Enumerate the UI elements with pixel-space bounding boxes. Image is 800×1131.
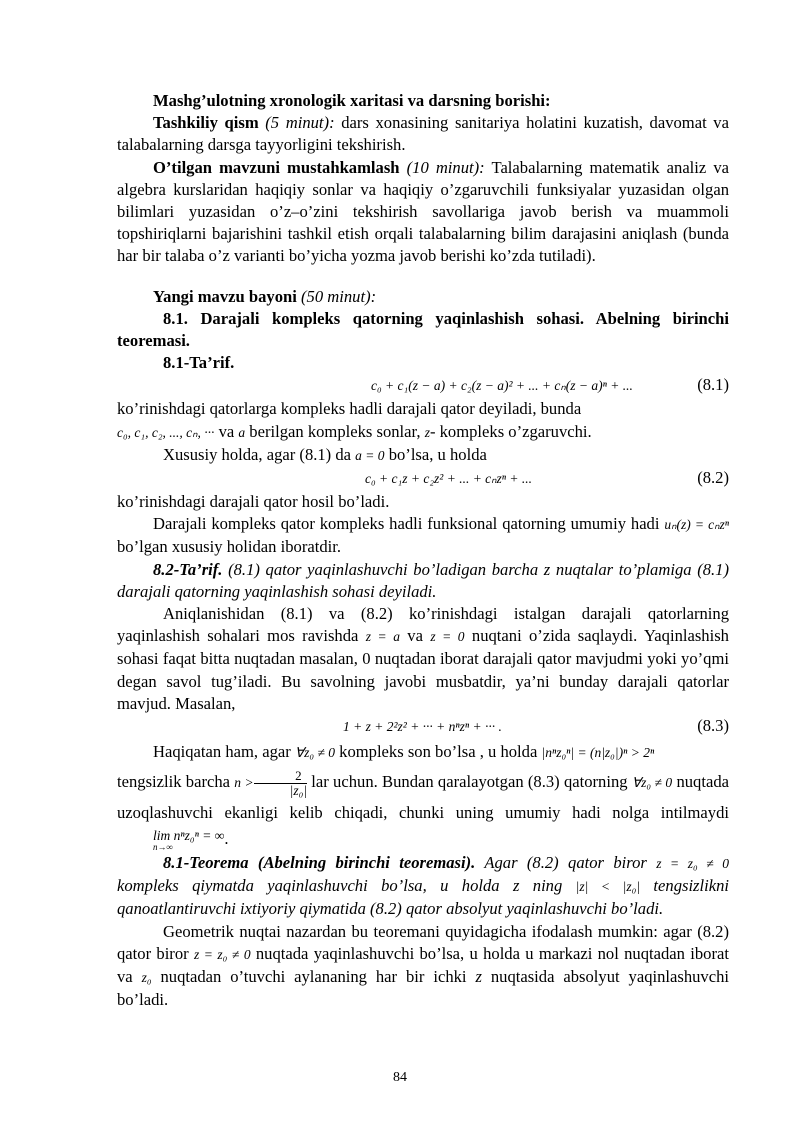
fraction-2-over-z0 xyxy=(254,769,307,798)
z-equals-a: z = a xyxy=(365,629,400,645)
page-number: 84 xyxy=(393,1070,407,1085)
section-heading: Mashg’ulotning xronologik xaritasi va darsning borishi: xyxy=(153,91,551,110)
coefficients-symbol: c₀, c₁, c₂, ..., cₙ, ··· xyxy=(117,424,215,440)
paragraph-region xyxy=(117,603,729,715)
formula-8-1-row xyxy=(117,374,729,398)
formula-8-1-number: (8.1) xyxy=(697,375,729,395)
limit-subscript: n→∞ xyxy=(153,841,173,852)
z-equals-zero: z = 0 xyxy=(430,629,465,645)
theorem-title: 8.1-Teorema (Abelning birinchi teoremasi). xyxy=(163,853,476,873)
spacer xyxy=(117,268,729,286)
general-text-part: Darajali kompleks qator kompleks hadli funksional qatorning umumiy hadi xyxy=(153,514,660,534)
special-case-after: ko’rinishdagi darajali qator hosil bo’ladi. xyxy=(117,492,390,512)
theorem-condition: z = z₀ ≠ 0 xyxy=(656,856,729,872)
text-review: Talabalarning matematik analiz va algebra kurslaridan haqiqiy sonlar va haqiqiy o’zgaruvchili funksiyalar yuzasidan olgan bilimlari yuzasidan o’z–o’zini tekshirish savollariga javob berish va muammoli topshiriqlarni bajarishini tashkil etish orqali talabalarning bilim darajasini aniqlash (bunda har bir talaba o’z varianti bo’yicha yozma javob berishi ko’zda tutiladi). xyxy=(117,157,730,266)
definition-1-text-part: - kompleks o’zgaruvchi. xyxy=(429,421,592,441)
formula-8-1: c₀ + c₁(z − a) + c₂(z − a)² + ... + cₙ(z − a)ⁿ + ... xyxy=(371,378,633,394)
special-text-part: Xususiy holda, agar (8.1) da xyxy=(163,444,356,464)
formula-8-3: 1 + z + 2²z² + ··· + nⁿzⁿ + ··· . xyxy=(343,719,502,735)
fraction-denominator: |z₀| xyxy=(289,782,308,798)
time-organizational: (5 minut): xyxy=(265,113,335,133)
definition-1-text xyxy=(117,398,729,443)
definition-2-title: 8.2-Ta’rif. xyxy=(153,559,223,579)
region-text-part: va xyxy=(399,626,431,646)
n-greater: n > xyxy=(234,774,254,790)
geometric-text-part: Geometrik nuqtai nazardan bu teoremani quyidagicha ifodalash mumkin: agar (8.2) qator biror xyxy=(117,921,729,963)
paragraph-organizational xyxy=(117,112,729,156)
label-new-topic: Yangi mavzu bayoni xyxy=(153,286,297,306)
general-text-part: bo’lgan xususiy holidan iboratdir. xyxy=(117,537,341,557)
proof-text-part: tengsizlik barcha xyxy=(117,771,235,791)
fraction-numerator: 2 xyxy=(254,769,307,784)
limit-formula: lim nⁿz₀ⁿ = ∞ xyxy=(153,827,225,843)
z0-nonzero-condition-2: ∀z₀ ≠ 0 xyxy=(631,774,673,790)
region-text-part: nuqtani o’zida saqlaydi. Yaqinlashish sohasi faqat bitta nuqtadan masalan, 0 nuqtadan iborat darajali qator mavjudmi yoki yo’qmi degan savol tug’iladi. Bu savolning javobi musbatdir, ya’ni bunday darajali qatorlar mavjud. Masalan, xyxy=(117,626,729,713)
paragraph-new-topic xyxy=(117,286,729,308)
proof-text-part: Haqiqatan ham, agar xyxy=(153,742,295,762)
theorem-inequality: |z| < |z₀| xyxy=(575,879,641,895)
formula-8-2-number: (8.2) xyxy=(697,468,729,488)
theorem-text-part: Agar (8.2) qator biror xyxy=(475,853,647,873)
label-organizational: Tashkiliy qism xyxy=(153,113,259,133)
theorem-text-part: tengsizlikni qanoatlantiruvchi ixtiyoriy qiymatida (8.2) qator absolyut yaqinlashuvchi bo’ladi. xyxy=(117,876,730,919)
z-symbol: z xyxy=(424,424,430,440)
paragraph-proof xyxy=(117,739,729,852)
formula-8-3-row xyxy=(117,715,729,739)
formula-8-2: c₀ + c₁z + c₂z² + ... + cₙzⁿ + ... xyxy=(365,471,533,487)
definition-1-text-part: ko’rinishdagi qatorlarga kompleks hadli darajali qator deyiladi, bunda xyxy=(117,399,582,419)
theorem-abel xyxy=(117,852,729,921)
proof-text-part: kompleks son bo’lsa , u holda xyxy=(335,742,542,762)
definition-2 xyxy=(117,559,729,603)
special-text-part: bo’lsa, u holda xyxy=(384,444,487,464)
formula-8-2-row xyxy=(117,467,729,491)
a-symbol: a xyxy=(238,424,246,440)
power-inequality: |nⁿz₀ⁿ| = (n|z₀|)ⁿ > 2ⁿ xyxy=(541,745,655,761)
definition-1-text-part: berilgan kompleks sonlar, xyxy=(245,421,425,441)
geometric-text-part: nuqtasida absolyut yaqinlashuvchi bo’ladi. xyxy=(117,967,729,1010)
z0-symbol: z₀ xyxy=(141,970,152,986)
proof-text-part: . xyxy=(224,829,229,849)
label-review: O’tilgan mavzuni mustahkamlash xyxy=(153,157,400,177)
proof-text-part: nuqtada uzoqlashuvchi ekanligi kelib chiqadi, chunki uning umumiy hadi nolga intilmaydi xyxy=(117,771,729,823)
region-text-part: Aniqlanishidan (8.1) va (8.2) ko’rinishdagi istalgan darajali qatorlarning yaqinlashish sohalari mos ravishda xyxy=(117,604,729,646)
paragraph-review xyxy=(117,157,729,268)
text-organizational: dars xonasining sanitariya holatini kuzatish, davomat va talabalarning darsga tayyorligini tekshirish. xyxy=(117,113,729,155)
formula-8-3-number: (8.3) xyxy=(697,716,729,736)
z0-nonzero-condition: ∀z₀ ≠ 0 xyxy=(294,745,335,761)
geometric-condition: z = z₀ ≠ 0 xyxy=(193,946,251,962)
definition-1-text-part: va xyxy=(214,421,239,441)
limit-expression xyxy=(117,829,224,852)
time-new-topic: (50 minut): xyxy=(301,286,377,306)
definition-1-title: 8.1-Ta’rif. xyxy=(163,353,235,373)
paragraph-general-term xyxy=(117,513,729,558)
time-review: (10 minut): xyxy=(406,157,485,177)
definition-2-text: (8.1) qator yaqinlashuvchi bo’ladigan barcha z nuqtalar to’plamiga (8.1) darajali qatorning yaqinlashish sohasi deyiladi. xyxy=(117,559,729,601)
theorem-text-part: kompleks qiymatda yaqinlashuvchi bo’lsa, u holda z ning xyxy=(117,876,576,896)
special-case-text xyxy=(117,444,729,467)
a-zero-condition: a = 0 xyxy=(355,447,385,463)
geometric-text-part: nuqtadan o’tuvchi aylananing har bir ichki xyxy=(151,967,476,987)
general-term-formula: uₙ(z) = cₙzⁿ xyxy=(664,517,729,533)
paragraph-geometric xyxy=(117,921,729,1012)
geometric-text-part: nuqtada yaqinlashuvchi bo’lsa, u holda u markazi nol nuqtadan iborat va xyxy=(117,943,729,987)
section-title: 8.1. Darajali kompleks qatorning yaqinlashish sohasi. Abelning birinchi teoremasi. xyxy=(117,308,729,351)
z-inner-symbol: z xyxy=(475,967,482,987)
proof-text-part: lar uchun. Bundan qaralayotgan (8.3) qatorning xyxy=(307,771,632,791)
